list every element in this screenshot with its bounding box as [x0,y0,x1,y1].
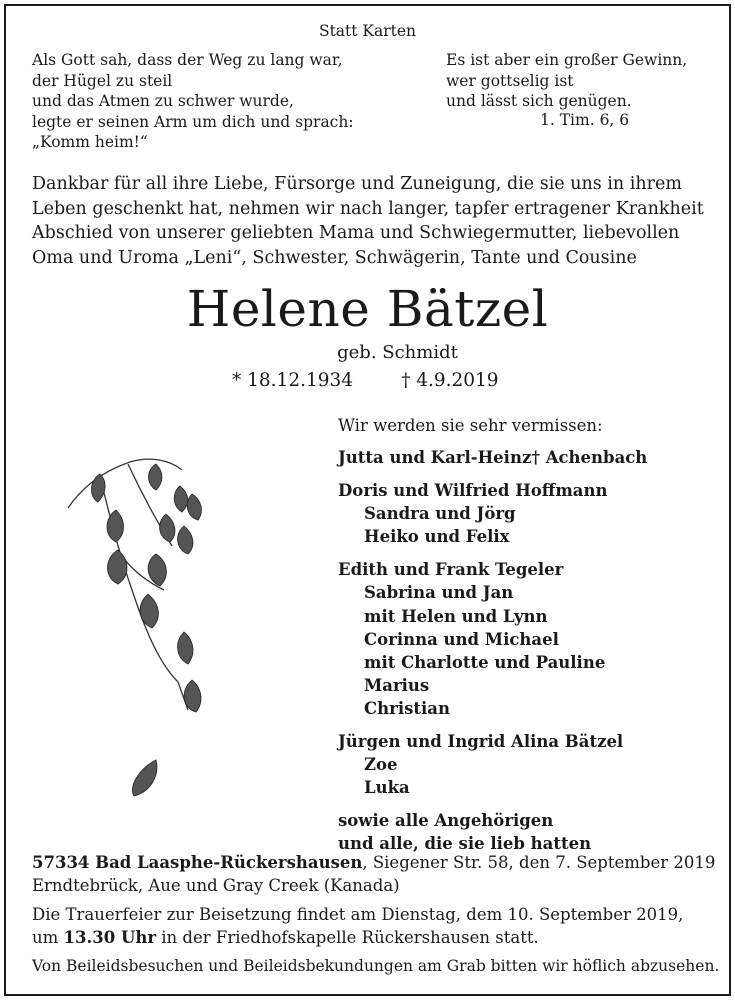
intro-text: Dankbar für all ihre Liebe, Fürsorge und Zuneigung, die sie uns in ihrem Leben geschenkt hat, nehmen wir nach langer, tapfer ertragener Krankheit Abschied von unserer geliebten Mama und Schwiegermutter, liebevollen Oma und Uroma „Leni“, Schwester, Schwägerin, Tante und Cousine [32,174,704,268]
poem-line: wer gottselig ist [446,71,574,90]
poem-line: legte er seinen Arm um dich und sprach: [32,112,354,131]
address-place: 57334 Bad Laasphe-Rückershausen [32,853,363,872]
family-member: mit Charlotte und Pauline [364,652,606,672]
family-head: sowie alle Angehörigen [338,811,554,831]
family-group [338,558,647,720]
family-member: Corinna und Michael [364,629,559,649]
funeral-prefix: um [32,928,64,947]
family-group [338,809,647,855]
family-group [338,730,647,799]
family-head: Doris und Wilfried Hoffmann [338,481,608,501]
header-statt-karten: Statt Karten [318,22,417,40]
poem-line: Als Gott sah, dass der Weg zu lang war, [32,51,343,69]
family-member: Marius [364,675,430,695]
family-group [338,446,647,469]
funeral-suffix: in der Friedhofskapelle Rückershausen statt. [156,928,539,947]
poem-line: und das Atmen zu schwer wurde, [32,92,294,110]
family-head: Jürgen und Ingrid Alina Bätzel [338,732,624,752]
bible-reference: 1. Tim. 6, 6 [540,111,630,129]
family-member: Heiko und Felix [364,527,510,547]
family-member: Luka [364,778,410,798]
family-list [338,446,647,866]
family-member: Christian [364,698,450,718]
birth-name: geb. Schmidt [337,342,458,363]
funeral-time: 13.30 Uhr [63,928,157,947]
deceased-name: Helene Bätzel [186,280,549,338]
family-head: Edith und Frank Tegeler [338,560,564,580]
funeral-line-2 [32,928,539,947]
poem-line: „Komm heim!“ [32,133,148,151]
poem-line: Es ist aber ein großer Gewinn, [446,51,688,69]
funeral-line-1: Die Trauerfeier zur Beisetzung findet am Dienstag, dem 10. September 2019, [32,905,684,924]
family-extra: und alle, die sie lieb hatten [338,834,592,854]
life-dates [232,370,499,391]
poem-left [32,50,354,153]
family-member: mit Helen und Lynn [364,606,548,626]
birth-date: * 18.12.1934 [232,370,354,391]
family-member: Sabrina und Jan [364,583,514,603]
address-line [32,853,715,872]
poem-line: der Hügel zu steil [32,71,173,90]
family-member: Zoe [364,755,398,775]
birch-branch-illustration [60,450,230,810]
places-line: Erndtebrück, Aue und Gray Creek (Kanada) [32,876,400,895]
address-rest: , Siegener Str. 58, den 7. September 2019 [362,853,716,872]
condolence-note: Von Beileidsbesuchen und Beileidsbekundungen am Grab bitten wir höflich abzusehen. [32,957,720,975]
miss-text: Wir werden sie sehr vermissen: [338,416,603,435]
death-date: † 4.9.2019 [401,370,499,391]
poem-right [446,50,687,112]
poem-line: und lässt sich genügen. [446,92,632,110]
family-head: Jutta und Karl-Heinz† Achenbach [338,448,648,467]
family-member: Sandra und Jörg [364,504,516,524]
family-group [338,479,647,548]
